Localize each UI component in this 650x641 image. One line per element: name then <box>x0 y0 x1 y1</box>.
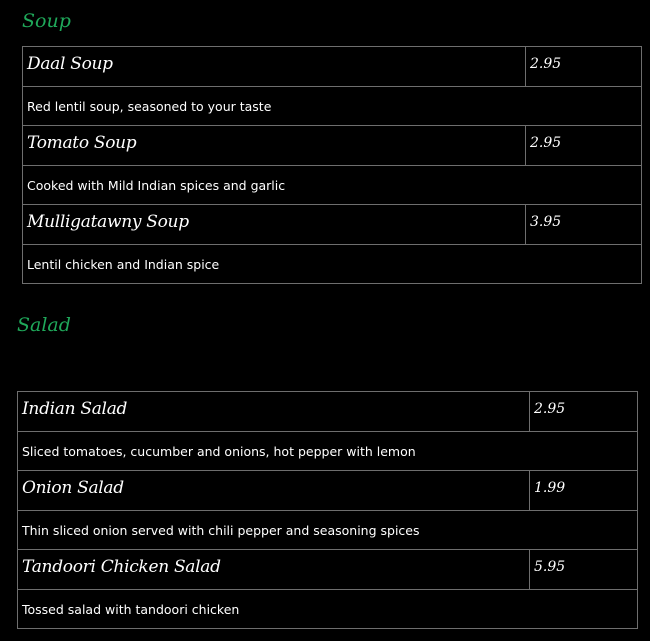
item-price: 5.95 <box>530 550 638 590</box>
item-description: Sliced tomatoes, cucumber and onions, hot pepper with lemon <box>18 432 638 471</box>
menu-item-description-row <box>18 590 638 629</box>
item-price: 2.95 <box>530 392 638 432</box>
menu-item-row <box>18 550 638 590</box>
item-name: Tandoori Chicken Salad <box>18 550 530 590</box>
menu-item-row <box>23 47 642 87</box>
menu-item-description-row <box>23 166 642 205</box>
menu-item-row <box>18 392 638 432</box>
menu-item-row <box>23 126 642 166</box>
menu-item-description-row <box>23 245 642 284</box>
menu-item-description-row <box>23 87 642 126</box>
salad-menu-table <box>17 391 638 629</box>
item-name: Daal Soup <box>23 47 526 87</box>
soup-menu-table <box>22 46 642 284</box>
menu-item-description-row <box>18 511 638 550</box>
menu-item-description-row <box>18 432 638 471</box>
menu-item-row <box>18 471 638 511</box>
item-description: Lentil chicken and Indian spice <box>23 245 642 284</box>
section-title-salad: Salad <box>17 314 71 336</box>
item-name: Onion Salad <box>18 471 530 511</box>
item-name: Mulligatawny Soup <box>23 205 526 245</box>
item-price: 2.95 <box>526 47 642 87</box>
item-description: Tossed salad with tandoori chicken <box>18 590 638 629</box>
item-description: Red lentil soup, seasoned to your taste <box>23 87 642 126</box>
menu-item-row <box>23 205 642 245</box>
item-name: Tomato Soup <box>23 126 526 166</box>
item-price: 2.95 <box>526 126 642 166</box>
item-description: Thin sliced onion served with chili pepper and seasoning spices <box>18 511 638 550</box>
section-title-soup: Soup <box>22 10 71 32</box>
item-name: Indian Salad <box>18 392 530 432</box>
item-description: Cooked with Mild Indian spices and garlic <box>23 166 642 205</box>
item-price: 3.95 <box>526 205 642 245</box>
item-price: 1.99 <box>530 471 638 511</box>
